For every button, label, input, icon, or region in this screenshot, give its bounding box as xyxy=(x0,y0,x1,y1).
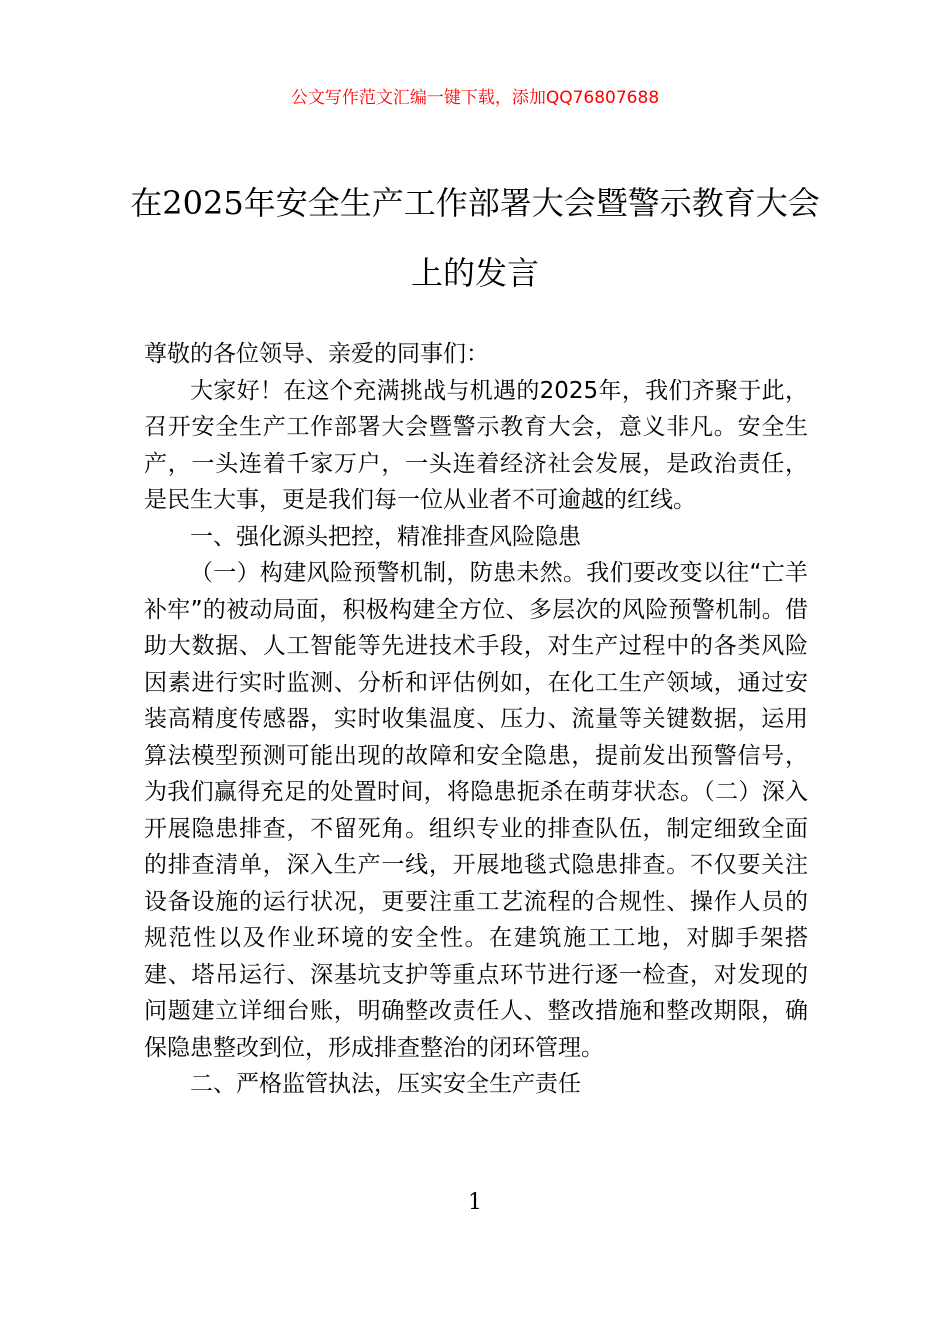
page-number: 1 xyxy=(468,1190,482,1215)
document-body xyxy=(144,336,808,1103)
document-title: 在2025年安全生产工作部署大会暨警示教育大会上的发言 xyxy=(130,184,820,292)
section-heading-1: 一、强化源头把控，精准排查风险隐患 xyxy=(190,523,581,550)
promo-header: 公文写作范文汇编一键下载，添加QQ76807688 xyxy=(290,88,660,108)
paragraph-section-1: （一）构建风险预警机制，防患未然。我们要改变以往“亡羊补牢”的被动局面，积极构建全方位、多层次的风险预警机制。借助大数据、人工智能等先进技术手段，对生产过程中的各类风险因素进行实时监测、分析和评估例如，在化工生产领域，通过安装高精度传感器，实时收集温度、压力、流量等关键数据，运用算法模型预测可能出现的故障和安全隐患，提前发出预警信号，为我们赢得充足的处置时间，将隐患扼杀在萌芽状态。（二）深入开展隐患排查，不留死角。组织专业的排查队伍，制定细致全面的排查清单，深入生产一线，开展地毯式隐患排查。不仅要关注设备设施的运行状况，更要注重工艺流程的合规性、操作人员的规范性以及作业环境的安全性。在建筑施工工地，对脚手架搭建、塔吊运行、深基坑支护等重点环节进行逐一检查，对发现的问题建立详细台账，明确整改责任人、整改措施和整改期限，确保隐患整改到位，形成排查整治的闭环管理。 xyxy=(144,560,808,1061)
paragraph-opening: 大家好！在这个充满挑战与机遇的2025年，我们齐聚于此，召开安全生产工作部署大会暨警示教育大会，意义非凡。安全生产，一头连着千家万户，一头连着经济社会发展，是政治责任，是民生大事，更是我们每一位从业者不可逾越的红线。 xyxy=(144,377,808,513)
salutation: 尊敬的各位领导、亲爱的同事们： xyxy=(144,341,489,367)
section-heading-2: 二、严格监管执法，压实安全生产责任 xyxy=(190,1071,581,1097)
